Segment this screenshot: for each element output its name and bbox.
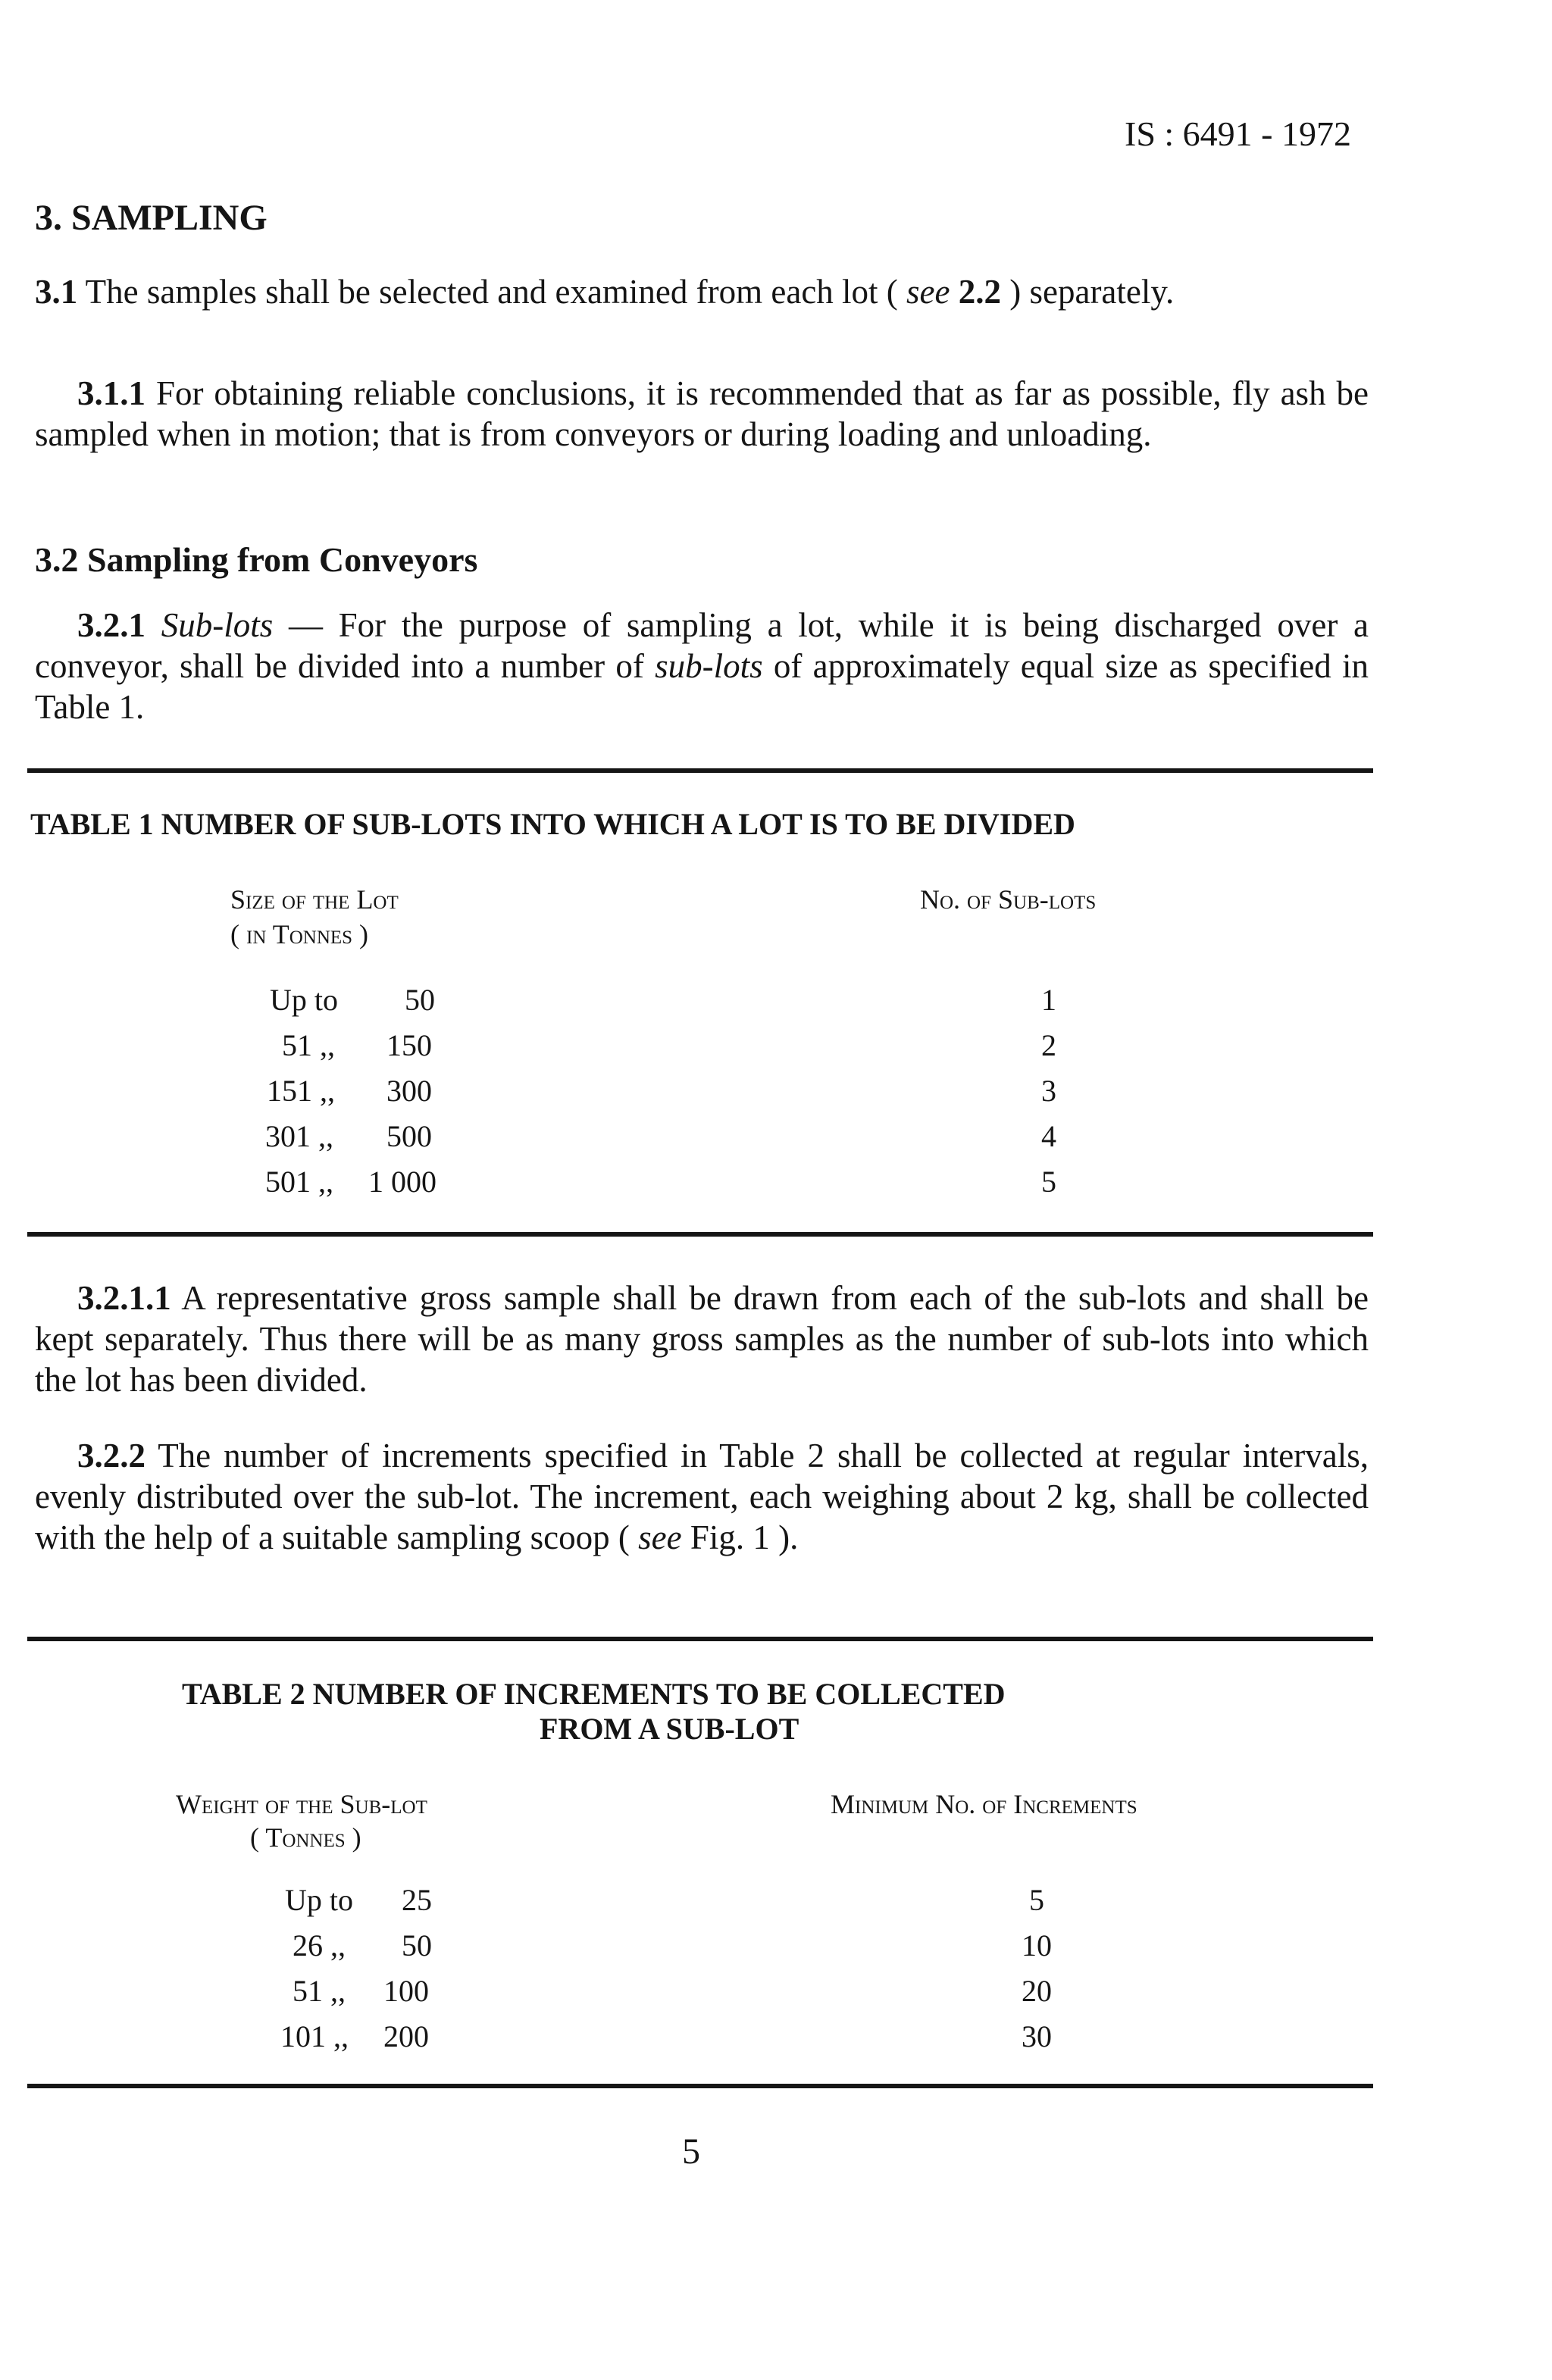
table2-col1-unit: ( Tonnes ) bbox=[250, 1822, 361, 1853]
table-rule bbox=[27, 1232, 1373, 1237]
paragraph-text: of approximately equal size as specified in Table 1. bbox=[35, 647, 1369, 726]
paragraph-text: The number of increments specified in Table 2 shall be collected at regular intervals, evenly distributed over the sub-lot. The increment, each weighing about 2 kg, shall be collected with the help of a suitable sampling scoop ( bbox=[35, 1437, 1369, 1556]
paragraph-text: For obtaining reliable conclusions, it is recommended that as far as possible, fly ash be sampled when in motion; that is from conveyors or during loading and unloading. bbox=[35, 374, 1369, 453]
page-number: 5 bbox=[682, 2131, 700, 2172]
table2-title-line2: FROM A SUB-LOT bbox=[540, 1712, 799, 1746]
table2-cell-to: 200 bbox=[383, 2019, 429, 2053]
paragraph-number: 3.1 bbox=[35, 273, 78, 311]
subsection-heading: 3.2 Sampling from Conveyors bbox=[35, 540, 478, 579]
table2-cell-from: 26 ,, bbox=[293, 1928, 346, 1962]
paragraph-number: 3.2.1.1 bbox=[77, 1279, 171, 1317]
table-rule bbox=[27, 768, 1373, 773]
paragraph-text: — For the purpose of sampling a lot, while it is being discharged over a conveyor, shall be divided into a number of bbox=[35, 606, 1369, 685]
table2-col2-header: Minimum No. of Increments bbox=[831, 1789, 1137, 1819]
table2-cell-to: 25 bbox=[402, 1883, 432, 1917]
paragraph-number: 3.2.2 bbox=[77, 1437, 146, 1475]
table1-cell-value: 1 bbox=[1041, 983, 1056, 1017]
table2-cell-value: 10 bbox=[1022, 1928, 1052, 1962]
paragraph-number: 3.1.1 bbox=[77, 374, 146, 412]
table1-title: TABLE 1 NUMBER OF SUB-LOTS INTO WHICH A LOT IS TO BE DIVIDED bbox=[30, 807, 1075, 841]
table2-cell-value: 20 bbox=[1022, 1974, 1052, 2008]
table1-cell-to: 300 bbox=[386, 1074, 432, 1108]
table1-cell-from: 301 ,, bbox=[265, 1119, 333, 1153]
paragraph-3-1 bbox=[35, 271, 1369, 312]
see-reference: see bbox=[906, 273, 950, 311]
table1-cell-to: 500 bbox=[386, 1119, 432, 1153]
table1-cell-to: 150 bbox=[386, 1028, 432, 1062]
table1-col1-header: Size of the Lot bbox=[230, 884, 399, 915]
paragraph-title: Sub-lots bbox=[161, 606, 274, 644]
table1-cell-to: 50 bbox=[405, 983, 435, 1017]
paragraph-3-2-2 bbox=[35, 1435, 1369, 1558]
table2-col1-header: Weight of the Sub-lot bbox=[176, 1789, 427, 1819]
table1-cell-value: 4 bbox=[1041, 1119, 1056, 1153]
table2-cell-to: 100 bbox=[383, 1974, 429, 2008]
table1-cell-from: 501 ,, bbox=[265, 1165, 333, 1199]
table2-cell-from: 101 ,, bbox=[280, 2019, 349, 2053]
standard-number: IS : 6491 - 1972 bbox=[1125, 114, 1351, 153]
paragraph-number: 3.2.1 bbox=[77, 606, 146, 644]
table1-cell-from: 51 ,, bbox=[282, 1028, 335, 1062]
paragraph-text: ) separately. bbox=[1001, 273, 1175, 311]
paragraph-3-1-1 bbox=[35, 373, 1369, 455]
table2-cell-value: 30 bbox=[1022, 2019, 1052, 2053]
table1-cell-from: 151 ,, bbox=[267, 1074, 335, 1108]
table1-col2-header: No. of Sub-lots bbox=[920, 884, 1097, 915]
italic-term: sub-lots bbox=[655, 647, 763, 685]
table1-cell-value: 5 bbox=[1041, 1165, 1056, 1199]
table1-cell-value: 3 bbox=[1041, 1074, 1056, 1108]
paragraph-text: A representative gross sample shall be drawn from each of the sub-lots and shall be kept separately. Thus there will be as many gross samples as the number of sub-lots into which the lot has been divided. bbox=[35, 1279, 1369, 1399]
table1-cell-to: 1 000 bbox=[368, 1165, 436, 1199]
paragraph-text: The samples shall be selected and examined from each lot ( bbox=[77, 273, 907, 311]
table1-col1-unit: ( in Tonnes ) bbox=[230, 919, 369, 949]
table2-cell-to: 50 bbox=[402, 1928, 432, 1962]
table-rule bbox=[27, 1637, 1373, 1641]
table-rule bbox=[27, 2084, 1373, 2088]
table1-cell-value: 2 bbox=[1041, 1028, 1056, 1062]
paragraph-3-2-1 bbox=[35, 605, 1369, 727]
table2-cell-from: 51 ,, bbox=[293, 1974, 346, 2008]
see-reference: see bbox=[638, 1518, 682, 1556]
paragraph-text: Fig. 1 ). bbox=[681, 1518, 799, 1556]
section-heading: 3. SAMPLING bbox=[35, 198, 268, 238]
paragraph-3-2-1-1 bbox=[35, 1278, 1369, 1400]
table2-cell-from: Up to bbox=[285, 1883, 353, 1917]
table1-cell-from: Up to bbox=[270, 983, 338, 1017]
table2-title-line1: TABLE 2 NUMBER OF INCREMENTS TO BE COLLECTED bbox=[182, 1677, 1006, 1711]
table2-cell-value: 5 bbox=[1029, 1883, 1044, 1917]
clause-reference: 2.2 bbox=[950, 273, 1001, 311]
